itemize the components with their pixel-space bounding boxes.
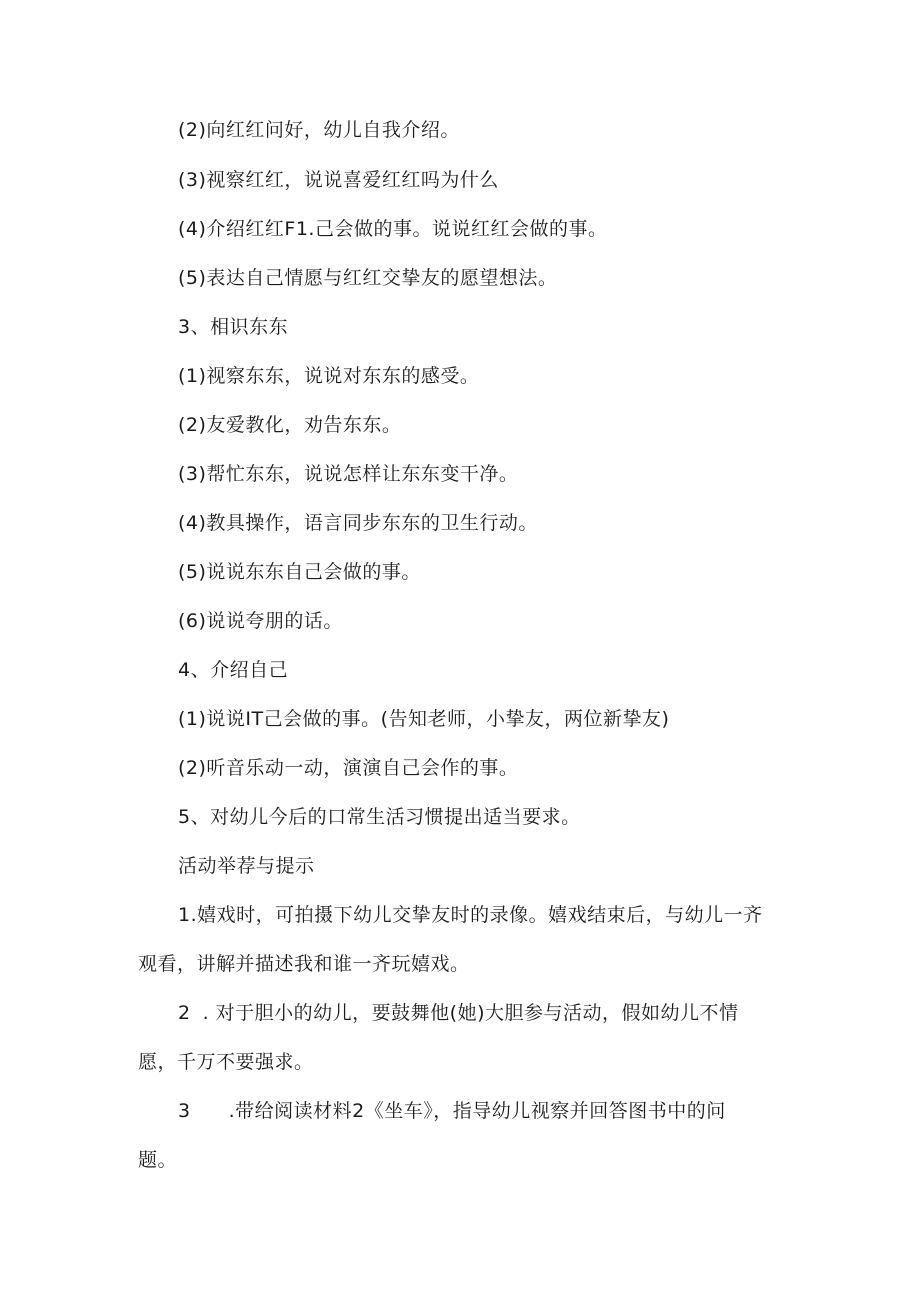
paragraph-line: 1.嬉戏时，可拍摄下幼儿交挚友时的录像。嬉戏结束后，与幼儿一齐: [178, 904, 763, 926]
paragraph-line: 愿，千万不要强求。: [138, 1051, 314, 1073]
item-text: . 对于胆小的幼儿，要鼓舞他(她)大胆参与活动，假如幼儿不情: [202, 1002, 739, 1024]
subheading: 活动举荐与提示: [178, 855, 315, 877]
text-line: (6)说说夸朋的话。: [178, 610, 343, 632]
text-line: (5)表达自己情愿与红红交挚友的愿望想法。: [178, 267, 558, 289]
text-line: (5)说说东东自己会做的事。: [178, 561, 421, 583]
section-heading: 5、对幼儿今后的口常生活习惯提出适当要求。: [178, 806, 581, 828]
text-line: (4)教具操作，语言同步东东的卫生行动。: [178, 512, 538, 534]
text-line: (2)向红红问好，幼儿自我介绍。: [178, 119, 460, 141]
paragraph-line: [178, 1001, 739, 1025]
text-line: (2)友爱教化，劝告东东。: [178, 414, 402, 436]
paragraph-line: 题。: [138, 1149, 178, 1171]
paragraph-line: 观看，讲解并描述我和谁一齐玩嬉戏。: [138, 953, 470, 975]
text-line: (1)视察东东，说说对东东的感受。: [178, 365, 480, 387]
text-line: (3)视察红红，说说喜爱红红吗为什么: [178, 169, 499, 191]
text-line: (3)帮忙东东，说说怎样让东东变干净。: [178, 463, 519, 485]
item-number: 2: [178, 1002, 191, 1024]
text-line: (2)听音乐动一动，演演自己会作的事。: [178, 757, 519, 779]
item-text: .带给阅读材料2《坐车》，指导幼儿视察并回答图书中的问: [228, 1100, 726, 1122]
section-heading: 3、相识东东: [178, 316, 289, 338]
paragraph-line: [178, 1099, 726, 1123]
text-line: (1)说说IT己会做的事。(告知老师，小挚友，两位新挚友): [178, 708, 670, 730]
text-line: (4)介绍红红F1.己会做的事。说说红红会做的事。: [178, 218, 608, 240]
section-heading: 4、介绍自己: [178, 659, 289, 681]
item-number: 3: [178, 1100, 191, 1122]
